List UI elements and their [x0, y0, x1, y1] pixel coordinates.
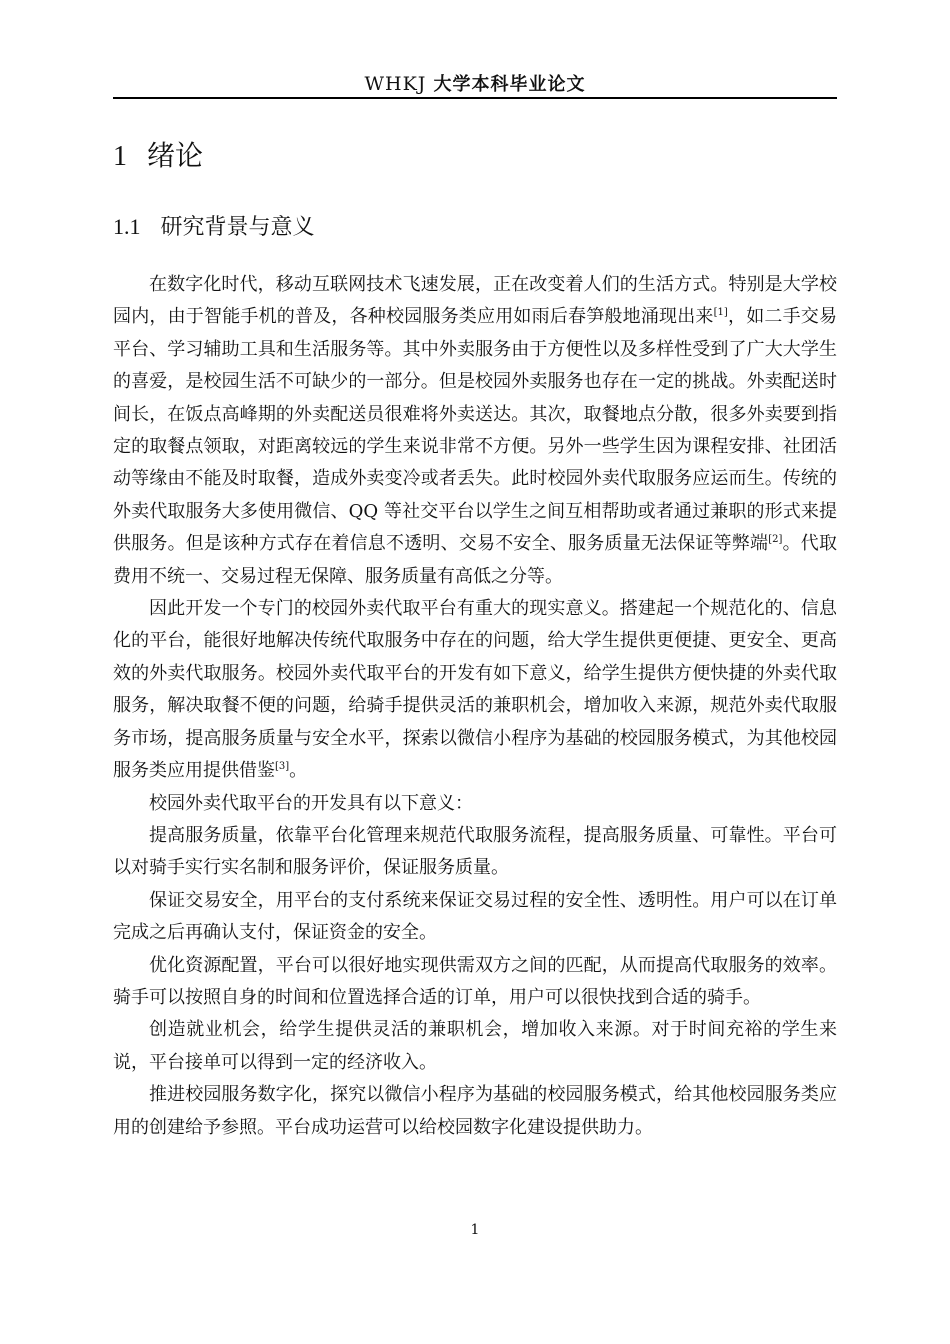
chapter-heading [113, 136, 203, 177]
paragraph: 保证交易安全，用平台的支付系统来保证交易过程的安全性、透明性。用户可以在订单完成之后再确认支付，保证资金的安全。 [113, 889, 837, 944]
paragraph: 推进校园服务数字化，探究以微信小程序为基础的校园服务模式，给其他校园服务类应用的创建给予参照。平台成功运营可以给校园数字化建设提供助力。 [113, 1084, 837, 1138]
paragraph: 因此开发一个专门的校园外卖代取平台有重大的现实意义。搭建起一个规范化的、信息化的平台，能很好地解决传统代取服务中存在的问题，给大学生提供更便捷、更安全、更高效的外卖代取服务。校园外卖代取平台的开发有如下意义，给学生提供方便快捷的外卖代取服务，解决取餐不便的问题，给骑手提供灵活的兼职机会，增加收入来源，规范外卖代取服务市场，提高服务质量与安全水平，探索以微信小程序为基础的校园服务模式，为其他校园服务类应用提供借鉴[3]。 [113, 598, 837, 782]
citation-ref: [1] [713, 307, 728, 319]
running-header [113, 70, 837, 99]
header-rule [113, 97, 837, 99]
paragraph: 校园外卖代取平台的开发具有以下意义： [149, 792, 473, 814]
citation-ref: [3] [275, 761, 290, 773]
page-number: 1 [470, 1222, 480, 1238]
citation-ref: [2] [768, 534, 783, 546]
paragraph: 在数字化时代，移动互联网技术飞速发展，正在改变着人们的生活方式。特别是大学校园内，由于智能手机的普及，各种校园服务类应用如雨后春笋般地涌现出来[1]，如二手交易平台、学习辅助工具和生活服务等。其中外卖服务由于方便性以及多样性受到了广大大学生的喜爱，是校园生活不可缺少的一部分。但是校园外卖服务也存在一定的挑战。外卖配送时间长，在饭点高峰期的外卖配送员很难将外卖送达。其次，取餐地点分散，很多外卖要到指定的取餐点领取，对距离较远的学生来说非常不方便。另外一些学生因为课程安排、社团活动等缘由不能及时取餐，造成外卖变冷或者丢失。此时校园外卖代取服务应运而生。传统的外卖代取服务大多使用微信、QQ 等社交平台以学生之间互相帮助或者通过兼职的形式来提供服务。但是该种方式存在着信息不透明、交易不安全、服务质量无法保证等弊端[2]。代取费用不统一、交易过程无保障、服务质量有高低之分等。 [113, 274, 838, 587]
header-title: 大学本科毕业论文 [433, 74, 586, 95]
paragraph: 优化资源配置，平台可以很好地实现供需双方之间的匹配，从而提高代取服务的效率。骑手可以按照自身的时间和位置选择合适的订单，用户可以很快找到合适的骑手。 [113, 954, 837, 1008]
chapter-title: 绪论 [147, 139, 204, 172]
section-number: 1.1 [113, 214, 141, 239]
body-text [113, 269, 837, 1144]
paragraph: 创造就业机会，给学生提供灵活的兼职机会，增加收入来源。对于时间充裕的学生来说，平台接单可以得到一定的经济收入。 [113, 1019, 837, 1073]
section-title: 研究背景与意义 [160, 215, 315, 240]
header-prefix: WHKJ [364, 73, 434, 95]
section-heading [113, 211, 315, 244]
chapter-number: 1 [113, 141, 127, 172]
paragraph: 提高服务质量，依靠平台化管理来规范代取服务流程，提高服务质量、可靠性。平台可以对骑手实行实名制和服务评价，保证服务质量。 [113, 824, 837, 879]
